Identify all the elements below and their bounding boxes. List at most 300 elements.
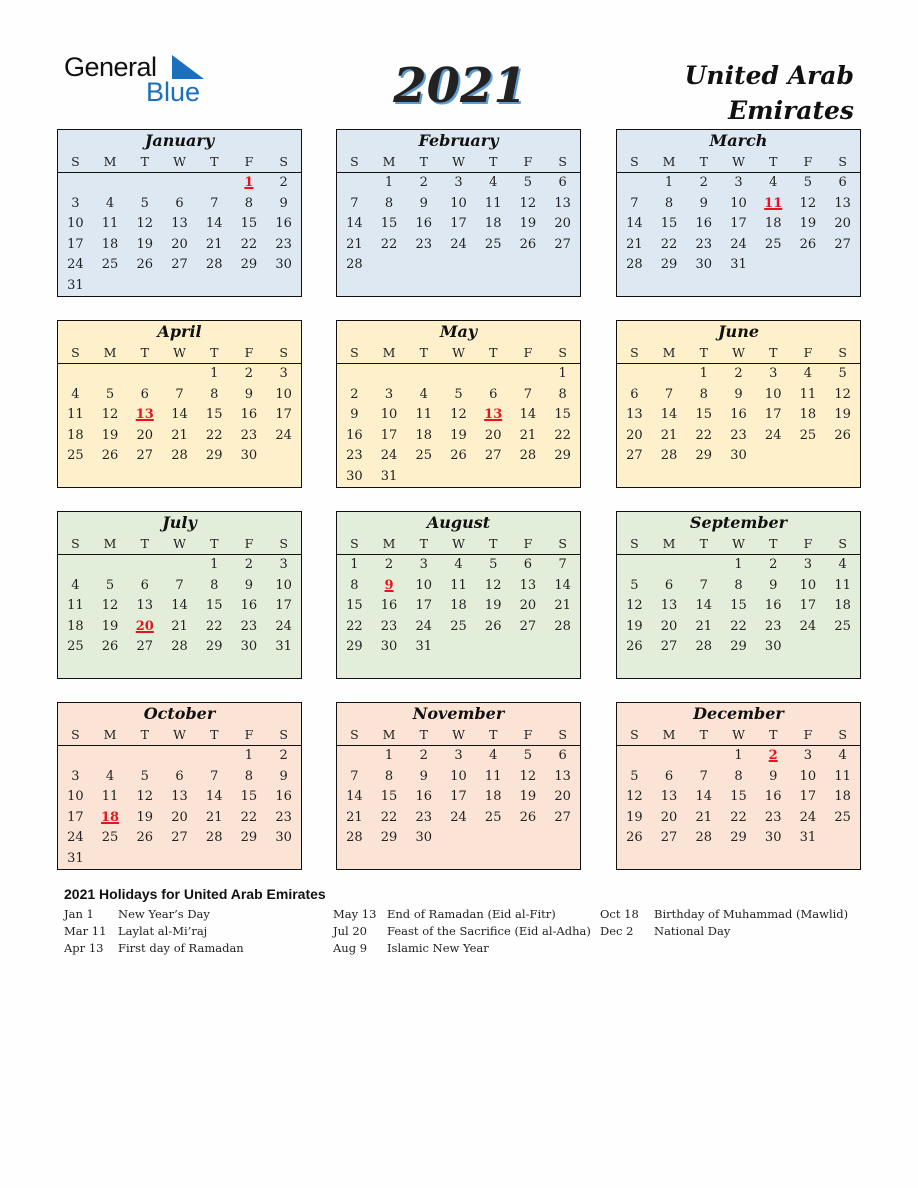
- day-cell: 10: [275, 577, 292, 593]
- day-cell: 15: [205, 407, 223, 423]
- holiday-day-cell: 11: [764, 195, 783, 211]
- day-cell: 21: [346, 236, 363, 252]
- weekday-label: W: [732, 727, 745, 742]
- day-cell: 31: [67, 277, 84, 293]
- month-april: [57, 320, 302, 488]
- empty-cell: [197, 173, 232, 194]
- day-cell: 19: [101, 618, 119, 634]
- weekday-label: T: [489, 345, 498, 360]
- day-cell: 29: [695, 448, 713, 464]
- day-cell: 1: [699, 366, 708, 381]
- empty-cell: [58, 746, 93, 767]
- weekday-label: T: [769, 536, 778, 551]
- holiday-date: Jan 1: [64, 907, 94, 921]
- weekday-label: S: [71, 727, 80, 742]
- day-cell: 12: [626, 789, 643, 805]
- day-cell: 12: [484, 577, 502, 593]
- day-cell: 7: [558, 557, 567, 572]
- day-cell: 14: [554, 577, 571, 593]
- day-cell: 15: [380, 789, 398, 805]
- empty-cell: [406, 364, 441, 385]
- day-cell: 14: [346, 216, 363, 232]
- weekday-label: S: [350, 345, 359, 360]
- day-cell: 29: [240, 257, 258, 273]
- day-cell: 6: [489, 386, 498, 402]
- holiday-item: [600, 923, 848, 940]
- day-cell: 17: [380, 427, 398, 443]
- day-cell: 9: [734, 386, 743, 402]
- holidays-column: [333, 906, 591, 957]
- day-cell: 18: [834, 789, 851, 805]
- day-cell: 4: [105, 195, 115, 211]
- weekday-label: M: [382, 154, 396, 169]
- day-cell: 19: [136, 809, 154, 825]
- day-cell: 9: [279, 768, 288, 784]
- weekday-label: T: [489, 727, 498, 742]
- holiday-date: May 13: [333, 907, 377, 921]
- holidays-column: [64, 906, 244, 957]
- weekday-label: F: [244, 154, 254, 169]
- day-cell: 20: [519, 598, 537, 614]
- day-cell: 2: [384, 557, 394, 572]
- holiday-name: Birthday of Muhammad (Mawlid): [654, 907, 849, 921]
- day-cell: 23: [695, 236, 713, 252]
- day-cell: 3: [803, 557, 813, 572]
- empty-cell: [93, 746, 128, 767]
- day-cell: 16: [764, 789, 782, 805]
- empty-cell: [93, 364, 128, 385]
- day-cell: 12: [519, 195, 537, 211]
- empty-cell: [162, 364, 197, 385]
- day-cell: 8: [664, 195, 674, 211]
- day-cell: 2: [244, 366, 254, 381]
- holidays-column: [600, 906, 848, 940]
- weekday-label: W: [732, 345, 745, 360]
- day-cell: 9: [769, 577, 778, 593]
- country-line-2: Emirates: [728, 96, 854, 125]
- day-cell: 23: [764, 809, 782, 825]
- day-cell: 16: [346, 427, 363, 443]
- day-cell: 19: [519, 216, 537, 232]
- day-cell: 5: [630, 768, 639, 784]
- day-grid: [337, 364, 580, 488]
- day-cell: 5: [630, 577, 639, 593]
- weekday-label: S: [71, 154, 80, 169]
- day-cell: 24: [450, 236, 467, 252]
- day-cell: 18: [764, 216, 782, 232]
- day-cell: 30: [275, 830, 292, 846]
- month-name: July: [162, 513, 197, 532]
- weekday-header: [58, 343, 301, 364]
- day-cell: 22: [346, 618, 363, 634]
- day-cell: 22: [380, 236, 398, 252]
- day-cell: 23: [380, 618, 398, 634]
- empty-cell: [162, 555, 197, 576]
- holiday-item: [64, 923, 244, 940]
- day-cell: 26: [626, 830, 643, 846]
- day-cell: 7: [210, 768, 219, 784]
- day-cell: 5: [489, 557, 498, 572]
- day-cell: 2: [244, 557, 254, 572]
- holiday-name: Islamic New Year: [387, 941, 489, 955]
- day-cell: 11: [834, 768, 851, 784]
- day-cell: 14: [205, 216, 223, 232]
- day-cell: 28: [205, 830, 223, 846]
- month-name: May: [439, 322, 478, 341]
- day-cell: 18: [799, 407, 817, 423]
- weekday-label: T: [489, 154, 498, 169]
- day-cell: 5: [803, 175, 813, 190]
- day-cell: 1: [734, 557, 743, 572]
- day-cell: 24: [380, 448, 398, 464]
- weekday-label: T: [140, 154, 149, 169]
- holiday-item: [64, 906, 244, 923]
- day-cell: 28: [346, 257, 363, 273]
- day-cell: 12: [136, 789, 154, 805]
- day-cell: 18: [67, 618, 84, 634]
- day-cell: 7: [175, 577, 184, 593]
- weekday-label: T: [210, 345, 219, 360]
- day-cell: 6: [558, 748, 567, 763]
- weekday-label: T: [419, 154, 428, 169]
- empty-cell: [652, 364, 687, 385]
- day-cell: 14: [519, 407, 537, 423]
- day-cell: 25: [67, 448, 84, 464]
- day-cell: 15: [346, 598, 363, 614]
- day-cell: 9: [419, 768, 428, 784]
- day-cell: 2: [350, 386, 359, 402]
- day-cell: 5: [140, 768, 149, 784]
- day-cell: 3: [454, 175, 463, 190]
- day-cell: 9: [419, 195, 428, 211]
- day-cell: 1: [350, 557, 359, 572]
- day-cell: 23: [275, 809, 292, 825]
- day-cell: 14: [695, 598, 713, 614]
- weekday-label: F: [803, 536, 813, 551]
- weekday-label: S: [350, 727, 359, 742]
- day-cell: 23: [240, 618, 258, 634]
- day-cell: 20: [626, 427, 643, 443]
- day-cell: 14: [171, 598, 188, 614]
- weekday-label: T: [699, 727, 708, 742]
- day-grid: [58, 364, 301, 467]
- holiday-day-cell: 13: [135, 407, 154, 423]
- day-cell: 17: [764, 407, 782, 423]
- day-cell: 11: [67, 598, 84, 614]
- holiday-date: Aug 9: [333, 941, 368, 955]
- weekday-label: T: [699, 345, 708, 360]
- day-cell: 3: [734, 175, 743, 190]
- weekday-label: T: [140, 345, 149, 360]
- day-cell: 12: [519, 768, 537, 784]
- day-cell: 11: [799, 386, 817, 402]
- day-cell: 2: [699, 175, 708, 190]
- empty-cell: [58, 364, 93, 385]
- day-cell: 11: [415, 407, 433, 423]
- day-cell: 10: [67, 789, 84, 805]
- day-cell: 11: [834, 577, 851, 593]
- day-cell: 12: [799, 195, 817, 211]
- day-cell: 24: [799, 618, 817, 634]
- day-cell: 24: [730, 236, 747, 252]
- day-cell: 7: [699, 768, 708, 784]
- day-cell: 11: [101, 789, 119, 805]
- day-cell: 22: [730, 809, 747, 825]
- general-blue-logo: [64, 52, 214, 108]
- day-cell: 12: [450, 407, 467, 423]
- day-grid: [58, 746, 301, 870]
- day-cell: 14: [346, 789, 363, 805]
- day-cell: 17: [450, 789, 467, 805]
- empty-cell: [58, 173, 93, 194]
- day-cell: 20: [136, 427, 154, 443]
- day-cell: 8: [244, 195, 254, 211]
- day-cell: 29: [380, 830, 398, 846]
- day-cell: 24: [415, 618, 433, 634]
- day-cell: 7: [664, 386, 674, 402]
- day-cell: 20: [554, 216, 571, 232]
- weekday-label: T: [699, 536, 708, 551]
- day-cell: 27: [519, 618, 537, 634]
- holiday-item: [333, 906, 591, 923]
- day-grid: [617, 364, 860, 467]
- day-cell: 7: [523, 386, 533, 402]
- day-cell: 25: [799, 427, 817, 443]
- empty-cell: [372, 364, 407, 385]
- month-name: September: [689, 513, 788, 532]
- day-cell: 31: [380, 468, 398, 484]
- day-cell: 8: [558, 386, 567, 402]
- day-cell: 9: [699, 195, 708, 211]
- month-name: January: [144, 131, 215, 150]
- day-cell: 13: [519, 577, 537, 593]
- day-cell: 22: [205, 427, 223, 443]
- day-cell: 2: [419, 175, 428, 190]
- weekday-header: [337, 152, 580, 173]
- month-march: [616, 129, 861, 297]
- day-cell: 1: [664, 175, 674, 190]
- day-cell: 4: [769, 175, 778, 190]
- holiday-day-cell: 13: [484, 407, 503, 423]
- empty-cell: [162, 746, 197, 767]
- weekday-label: S: [71, 345, 80, 360]
- day-cell: 9: [244, 577, 254, 593]
- day-cell: 23: [275, 236, 292, 252]
- holiday-name: End of Ramadan (Eid al-Fitr): [387, 907, 556, 921]
- day-cell: 1: [734, 748, 743, 763]
- day-cell: 14: [626, 216, 643, 232]
- weekday-label: F: [523, 727, 533, 742]
- day-cell: 4: [803, 366, 813, 381]
- day-cell: 16: [240, 598, 258, 614]
- day-cell: 8: [210, 386, 219, 402]
- empty-cell: [162, 173, 197, 194]
- day-cell: 19: [136, 236, 154, 252]
- day-cell: 13: [171, 216, 188, 232]
- weekday-label: W: [452, 154, 465, 169]
- weekday-label: F: [523, 154, 533, 169]
- weekday-label: W: [173, 536, 186, 551]
- day-cell: 2: [279, 175, 288, 190]
- day-cell: 5: [105, 577, 115, 593]
- day-cell: 25: [101, 830, 119, 846]
- day-cell: 27: [171, 830, 188, 846]
- day-cell: 26: [101, 639, 119, 655]
- day-cell: 1: [210, 557, 219, 572]
- day-cell: 15: [730, 598, 747, 614]
- weekday-label: S: [630, 536, 639, 551]
- day-cell: 17: [67, 236, 84, 252]
- day-cell: 13: [554, 768, 571, 784]
- day-cell: 27: [484, 448, 502, 464]
- day-cell: 13: [171, 789, 188, 805]
- day-cell: 13: [834, 195, 851, 211]
- day-cell: 2: [769, 557, 778, 572]
- empty-cell: [652, 746, 687, 767]
- day-cell: 21: [519, 427, 537, 443]
- day-cell: 19: [450, 427, 467, 443]
- day-cell: 4: [419, 386, 428, 402]
- weekday-label: T: [140, 536, 149, 551]
- day-cell: 4: [838, 557, 847, 572]
- day-cell: 18: [484, 216, 502, 232]
- day-cell: 20: [171, 809, 188, 825]
- day-cell: 22: [205, 618, 223, 634]
- weekday-label: F: [244, 345, 254, 360]
- weekday-label: S: [630, 345, 639, 360]
- empty-cell: [617, 746, 652, 767]
- weekday-label: S: [279, 154, 288, 169]
- day-cell: 30: [764, 830, 782, 846]
- day-cell: 30: [415, 830, 433, 846]
- day-cell: 5: [140, 195, 149, 211]
- weekday-header: [337, 725, 580, 746]
- day-cell: 17: [275, 598, 292, 614]
- empty-cell: [93, 555, 128, 576]
- day-cell: 15: [240, 789, 258, 805]
- day-cell: 22: [695, 427, 713, 443]
- day-cell: 6: [140, 577, 149, 593]
- day-cell: 10: [450, 768, 467, 784]
- day-cell: 10: [730, 195, 747, 211]
- empty-cell: [511, 364, 546, 385]
- day-cell: 6: [140, 386, 149, 402]
- weekday-label: T: [140, 727, 149, 742]
- day-cell: 29: [346, 639, 363, 655]
- day-cell: 8: [734, 577, 743, 593]
- day-cell: 28: [695, 639, 713, 655]
- day-cell: 17: [799, 598, 817, 614]
- month-october: [57, 702, 302, 870]
- day-cell: 19: [834, 407, 851, 423]
- day-cell: 19: [484, 598, 502, 614]
- day-cell: 23: [240, 427, 258, 443]
- day-cell: 21: [695, 809, 713, 825]
- day-cell: 31: [67, 850, 84, 866]
- weekday-header: [58, 152, 301, 173]
- day-cell: 23: [730, 427, 747, 443]
- day-cell: 5: [523, 175, 533, 190]
- weekday-label: W: [173, 345, 186, 360]
- day-cell: 29: [205, 448, 223, 464]
- day-cell: 3: [803, 748, 813, 763]
- day-cell: 15: [730, 789, 747, 805]
- day-cell: 16: [730, 407, 747, 423]
- weekday-label: S: [279, 536, 288, 551]
- day-cell: 1: [558, 366, 567, 381]
- day-cell: 13: [136, 598, 154, 614]
- day-cell: 21: [171, 618, 188, 634]
- day-cell: 7: [350, 195, 359, 211]
- day-cell: 5: [523, 748, 533, 763]
- holiday-name: National Day: [654, 924, 731, 938]
- day-cell: 21: [626, 236, 643, 252]
- weekday-label: T: [769, 154, 778, 169]
- month-name: February: [418, 131, 499, 150]
- day-cell: 15: [205, 598, 223, 614]
- day-cell: 15: [695, 407, 713, 423]
- empty-cell: [337, 173, 372, 194]
- weekday-label: T: [769, 727, 778, 742]
- day-cell: 12: [136, 216, 154, 232]
- month-name: March: [709, 131, 768, 150]
- day-cell: 29: [240, 830, 258, 846]
- day-cell: 28: [171, 448, 188, 464]
- day-cell: 15: [660, 216, 678, 232]
- day-cell: 28: [171, 639, 188, 655]
- day-cell: 26: [799, 236, 817, 252]
- day-cell: 31: [730, 257, 747, 273]
- weekday-label: M: [103, 154, 117, 169]
- day-cell: 27: [626, 448, 643, 464]
- day-cell: 22: [240, 236, 258, 252]
- day-cell: 15: [554, 407, 571, 423]
- weekday-label: M: [382, 536, 396, 551]
- weekday-label: S: [838, 345, 847, 360]
- weekday-label: F: [244, 536, 254, 551]
- holiday-day-cell: 18: [101, 809, 120, 825]
- day-cell: 28: [205, 257, 223, 273]
- day-cell: 26: [834, 427, 851, 443]
- day-cell: 10: [450, 195, 467, 211]
- day-cell: 6: [175, 768, 184, 784]
- month-august: [336, 511, 581, 679]
- day-cell: 20: [484, 427, 502, 443]
- month-name: August: [426, 513, 491, 532]
- day-cell: 28: [695, 830, 713, 846]
- holiday-date: Jul 20: [333, 924, 367, 938]
- weekday-header: [58, 534, 301, 555]
- day-cell: 14: [205, 789, 223, 805]
- weekday-label: F: [803, 727, 813, 742]
- weekday-header: [617, 725, 860, 746]
- day-cell: 16: [275, 789, 292, 805]
- day-cell: 7: [699, 577, 708, 593]
- day-cell: 6: [630, 386, 639, 402]
- day-cell: 3: [769, 366, 778, 381]
- month-june: [616, 320, 861, 488]
- day-cell: 27: [660, 830, 678, 846]
- day-cell: 27: [171, 257, 188, 273]
- day-cell: 15: [380, 216, 398, 232]
- empty-cell: [617, 555, 652, 576]
- holiday-name: First day of Ramadan: [118, 941, 244, 955]
- day-cell: 2: [279, 748, 288, 763]
- weekday-header: [617, 534, 860, 555]
- day-cell: 27: [660, 639, 678, 655]
- day-cell: 30: [240, 448, 258, 464]
- month-name: November: [412, 704, 505, 723]
